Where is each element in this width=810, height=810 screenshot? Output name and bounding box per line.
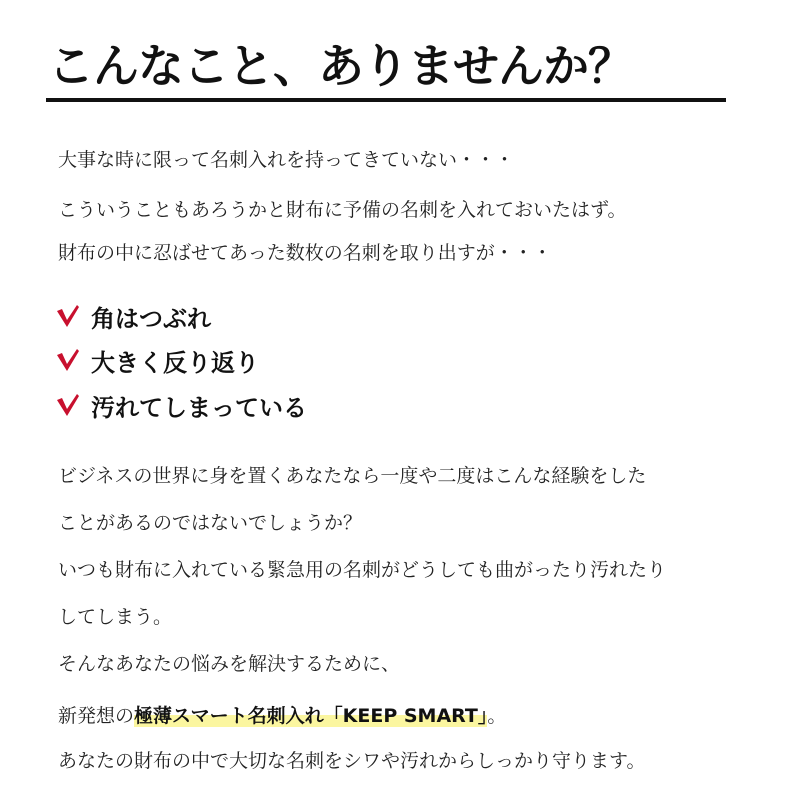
check-mark-icon	[55, 347, 81, 373]
product-line	[58, 703, 506, 729]
closing-line: あなたの財布の中で大切な名刺をシワや汚れからしっかり守ります。	[58, 750, 646, 772]
page-title: こんなこと、ありませんか？	[48, 39, 633, 93]
body-line-3: いつも財布に入れている緊急用の名刺がどうしても曲がったり汚れたり	[58, 559, 667, 581]
intro-line-3: 財布の中に忍ばせてあった数枚の名刺を取り出すが・・・	[58, 242, 552, 264]
check-item-2	[55, 344, 259, 376]
body-line-5: そんなあなたの悩みを解決するために、	[58, 653, 401, 675]
check-item-label: 大きく反り返り	[91, 348, 259, 377]
check-mark-icon	[55, 392, 81, 418]
check-item-3	[55, 389, 307, 421]
headline-block	[46, 38, 726, 102]
check-item-1	[55, 300, 211, 332]
intro-line-2: こういうこともあろうかと財布に予備の名刺を入れておいたはず。	[58, 199, 627, 221]
product-line-suffix: 。	[487, 705, 507, 727]
intro-line-1: 大事な時に限って名刺入れを持ってきていない・・・	[58, 149, 515, 171]
body-line-2: ことがあるのではないでしょうか？	[58, 512, 363, 534]
body-line-4: してしまう。	[58, 606, 173, 628]
check-mark-icon	[55, 303, 81, 329]
product-name-highlight: 極薄スマート名刺入れ「KEEP SMART」	[134, 705, 488, 727]
body-line-1: ビジネスの世界に身を置くあなたなら一度や二度はこんな経験をした	[58, 465, 647, 487]
check-item-label: 角はつぶれ	[91, 304, 211, 333]
check-item-label: 汚れてしまっている	[91, 393, 307, 422]
product-line-prefix: 新発想の	[58, 705, 135, 727]
